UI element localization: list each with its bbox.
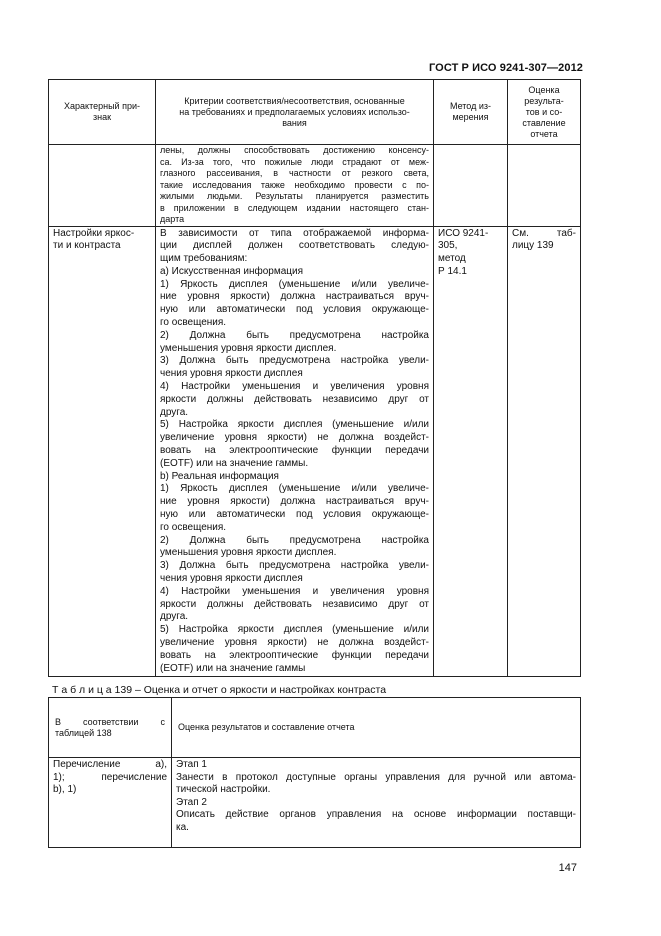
page-number: 147 bbox=[558, 862, 577, 874]
continuation-text: лены, должны способствовать достижению консенсу- са. Из-за того, что пожилые люди страдают от меж- глазного рассеивания, в частности от резкого света, такие исследования также необходимо провести с по- жилыми людьми. Результаты планируется разместить в приложении в следующем издании настоящего стан- дарта bbox=[156, 145, 434, 227]
criteria-line: 2) Должна быть предусмотрена настройка bbox=[160, 329, 429, 341]
table-caption: Т а б л и ц а 139 – Оценка и отчет о яркости и настройках контраста bbox=[52, 684, 387, 696]
criteria-line: 5) Настройка яркости дисплея (уменьшение и/или bbox=[160, 624, 429, 636]
criteria-line: ную или автоматически под условия окружающе- bbox=[160, 304, 429, 316]
table-row-brightness bbox=[49, 226, 581, 677]
feature-cell: Настройки яркос- ти и контраста bbox=[49, 226, 156, 677]
criteria-line: чения уровня яркости дисплея bbox=[160, 368, 303, 380]
criteria-line: В зависимости от типа отображаемой информа- bbox=[160, 227, 429, 239]
col-header-method: Метод из- мерения bbox=[434, 80, 508, 145]
col-header-report: Оценка результатов и составление отчета bbox=[172, 698, 581, 758]
col-header-feature: Характерный при- знак bbox=[49, 80, 156, 145]
criteria-line: 3) Должна быть предусмотрена настройка увели- bbox=[160, 355, 429, 367]
criteria-line: 1) Яркость дисплея (уменьшение и/или увеличе- bbox=[160, 483, 429, 495]
criteria-line: a) Искусственная информация bbox=[160, 265, 303, 277]
criteria-line: 2) Должна быть предусмотрена настройка bbox=[160, 534, 429, 546]
reference-cell: Перечисление а), 1); перечисление b), 1) bbox=[49, 758, 172, 848]
criteria-line: 3) Должна быть предусмотрена настройка увели- bbox=[160, 560, 429, 572]
criteria-line: (EOTF) или на значение гаммы. bbox=[160, 457, 309, 469]
criteria-line: уменьшения уровня яркости дисплея. bbox=[160, 547, 337, 559]
criteria-cell bbox=[156, 226, 434, 677]
criteria-line: ние уровня яркости) должна настраиваться вруч- bbox=[160, 291, 429, 303]
criteria-line: (EOTF) или на значение гаммы bbox=[160, 662, 306, 674]
criteria-line: вовать на электрооптические функции передачи bbox=[160, 649, 429, 661]
table-row bbox=[49, 758, 581, 848]
criteria-line: уменьшения уровня яркости дисплея. bbox=[160, 342, 337, 354]
table-header-row bbox=[49, 698, 581, 758]
criteria-line: яркости должны действовать независимо друг от bbox=[160, 393, 429, 405]
criteria-line: увеличение уровня яркости) не должна воздейст- bbox=[160, 637, 429, 648]
table-row-continuation bbox=[49, 145, 581, 227]
method-cell: ИСО 9241- 305, метод Р 14.1 bbox=[434, 226, 508, 677]
criteria-line: 4) Настройки уменьшения и увеличения уровня bbox=[160, 381, 429, 393]
criteria-line: 5) Настройка яркости дисплея (уменьшение и/или bbox=[160, 419, 429, 431]
col-header-evaluation: Оценка результа- тов и со- ставление отчета bbox=[508, 80, 581, 145]
criteria-line: друга. bbox=[160, 406, 189, 418]
table-header-row bbox=[49, 80, 581, 145]
criteria-line: го освещения. bbox=[160, 317, 227, 329]
criteria-line: вовать на электрооптические функции передачи bbox=[160, 445, 429, 457]
criteria-line: увеличение уровня яркости) не должна воздейст- bbox=[160, 432, 429, 444]
document-header: ГОСТ Р ИСО 9241-307—2012 bbox=[428, 62, 583, 74]
col-header-reference: В соответствии с таблицей 138 bbox=[49, 698, 172, 758]
criteria-line: b) Реальная информация bbox=[160, 470, 279, 482]
evaluation-table bbox=[48, 697, 581, 848]
criteria-line: ции дисплей должен соответствовать следую- bbox=[160, 240, 429, 252]
criteria-line: ние уровня яркости) должна настраиваться вруч- bbox=[160, 496, 429, 508]
criteria-table bbox=[48, 79, 581, 677]
evaluation-cell: См. таб- лицу 139 bbox=[508, 226, 581, 677]
criteria-line: чения уровня яркости дисплея bbox=[160, 573, 303, 585]
criteria-line: ную или автоматически под условия окружающе- bbox=[160, 509, 429, 521]
criteria-line: 1) Яркость дисплея (уменьшение и/или увеличе- bbox=[160, 278, 429, 290]
report-cell: Этап 1 Занести в протокол доступные органы управления для ручной или автома- тической настройки. Этап 2 Описать действие органов управления на основе информации поставщи- ка. bbox=[172, 758, 581, 848]
criteria-line: яркости должны действовать независимо друг от bbox=[160, 598, 429, 610]
criteria-line: го освещения. bbox=[160, 521, 227, 533]
criteria-line: 4) Настройки уменьшения и увеличения уровня bbox=[160, 585, 429, 597]
criteria-line: друга. bbox=[160, 611, 189, 623]
criteria-line: щим требованиям: bbox=[160, 253, 248, 265]
col-header-criteria: Критерии соответствия/несоответствия, основанные на требованиях и предполагаемых условиях использо- вания bbox=[156, 80, 434, 145]
